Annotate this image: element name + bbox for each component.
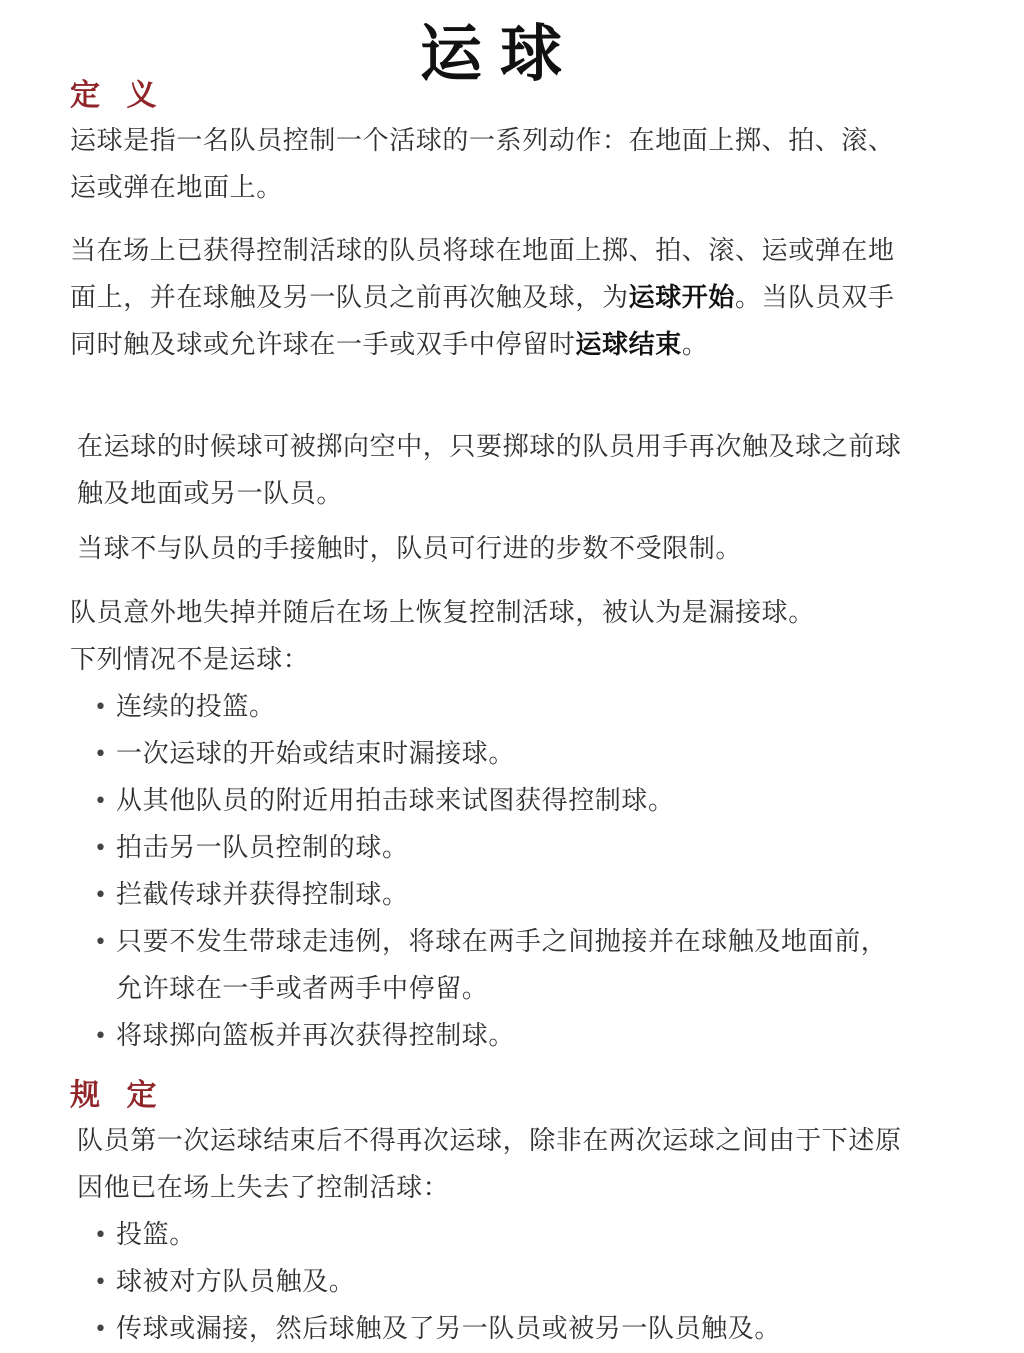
definition-heading: 定 义 xyxy=(70,78,165,113)
p2-text-2: 。当队员双手同时触及球或允许球在一手或双手中停留时 xyxy=(70,283,895,360)
list-item: • 球被对方队员触及。 xyxy=(94,1259,904,1306)
bullet-icon: • xyxy=(94,930,108,955)
bullet-icon: • xyxy=(94,742,108,767)
definition-paragraph-5 xyxy=(70,590,900,684)
bullet-icon: • xyxy=(94,789,108,814)
not-dribble-list xyxy=(94,684,904,1060)
not-dribble-intro: 下列情况不是运球： xyxy=(70,645,310,675)
list-item: • 从其他队员的附近用拍击球来试图获得控制球。 xyxy=(94,778,904,825)
page-title: 运球 xyxy=(419,17,580,90)
list-item: • 投篮。 xyxy=(94,1212,904,1259)
p2-text-3: 。 xyxy=(681,330,709,360)
bullet-icon: • xyxy=(94,1223,108,1248)
bullet-icon: • xyxy=(94,836,108,861)
list-item: • 传球或漏接，然后球触及了另一队员或被另一队员触及。 xyxy=(94,1306,904,1353)
definition-paragraph-1: 运球是指一名队员控制一个活球的一系列动作：在地面上掷、拍、滚、运或弹在地面上。 xyxy=(70,126,895,203)
p2-text-1: 当在场上已获得控制活球的队员将球在地面上掷、拍、滚、运或弹在地面上，并在球触及另一队员之前再次触及球，为 xyxy=(70,236,895,313)
definition-paragraph-4: 当球不与队员的手接触时，队员可行进的步数不受限制。 xyxy=(77,534,743,564)
bullet-icon: • xyxy=(94,1270,108,1295)
bullet-icon: • xyxy=(94,1317,108,1342)
list-item: • 一次运球的开始或结束时漏接球。 xyxy=(94,731,904,778)
fumble-sentence: 队员意外地失掉并随后在场上恢复控制活球，被认为是漏接球。 xyxy=(70,598,815,628)
dribble-start-term: 运球开始 xyxy=(628,283,736,313)
definition-paragraph-2 xyxy=(70,228,900,369)
bullet-icon: • xyxy=(94,1024,108,1049)
bullet-icon: • xyxy=(94,883,108,908)
rule-exception-list xyxy=(94,1212,904,1353)
list-item: • 连续的投篮。 xyxy=(94,684,904,731)
list-item: • 只要不发生带球走违例，将球在两手之间抛接并在球触及地面前，允许球在一手或者两手中停留。 xyxy=(94,919,904,1013)
list-item: • 拦截传球并获得控制球。 xyxy=(94,872,904,919)
list-item: • 拍击另一队员控制的球。 xyxy=(94,825,904,872)
rule-heading: 规 定 xyxy=(70,1078,165,1113)
definition-paragraph-3: 在运球的时候球可被掷向空中，只要掷球的队员用手再次触及球之前球触及地面或另一队员。 xyxy=(77,432,902,509)
list-item: • 将球掷向篮板并再次获得控制球。 xyxy=(94,1013,904,1060)
dribble-end-term: 运球结束 xyxy=(575,330,682,360)
rule-paragraph-1: 队员第一次运球结束后不得再次运球，除非在两次运球之间由于下述原因他已在场上失去了控制活球： xyxy=(77,1126,902,1203)
bullet-icon: • xyxy=(94,695,108,720)
